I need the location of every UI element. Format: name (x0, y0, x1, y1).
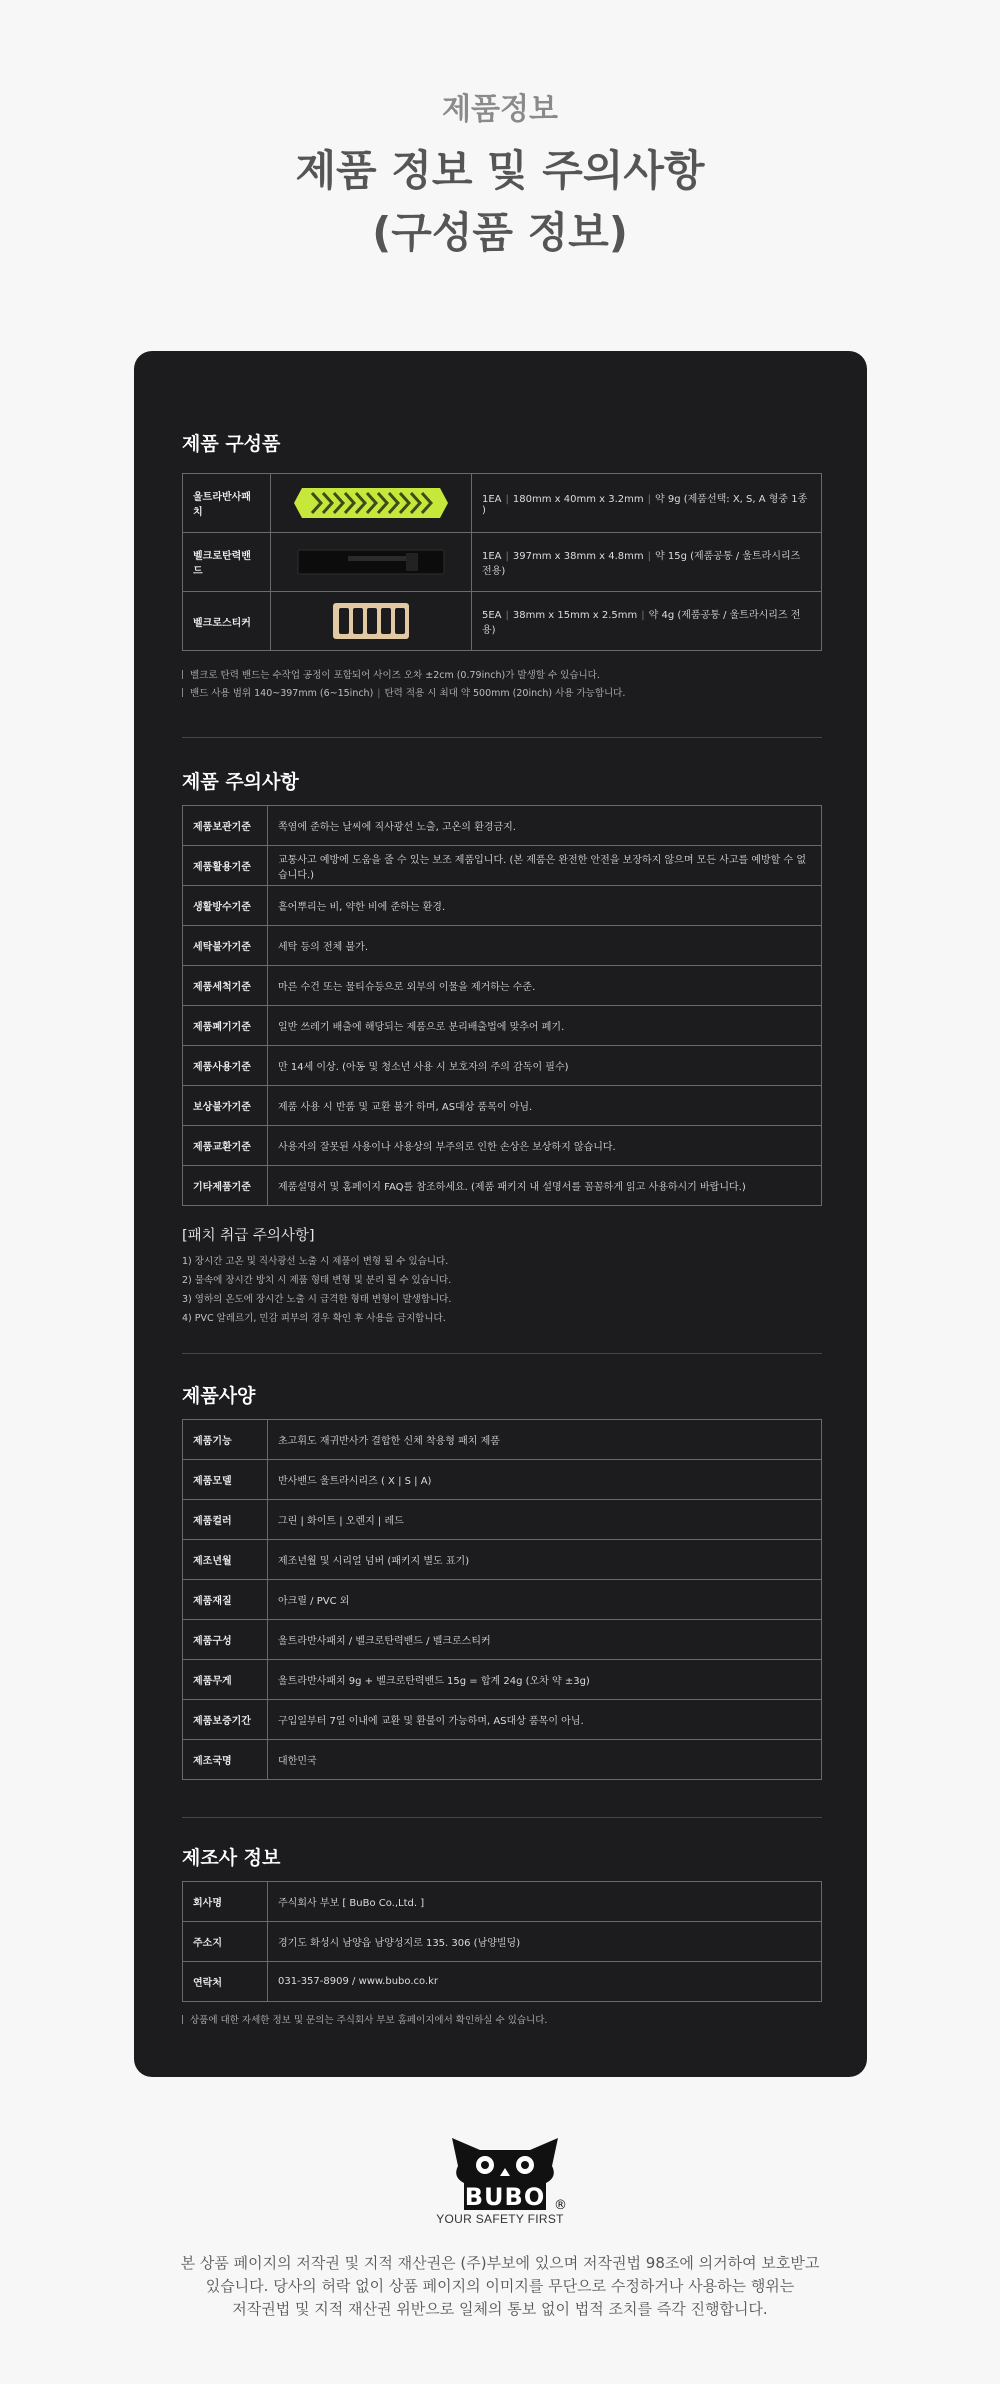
caution-key: 생활방수기준 (183, 886, 268, 926)
spec-key: 제품모델 (183, 1460, 268, 1500)
list-item: 2) 물속에 장시간 방치 시 제품 형태 변형 및 분리 될 수 있습니다. (182, 1275, 452, 1286)
spec-key: 제품재질 (183, 1580, 268, 1620)
table-row (183, 926, 822, 966)
caution-key: 보상불가기준 (183, 1086, 268, 1126)
caution-key: 제품활용기준 (183, 846, 268, 886)
caution-value: 사용자의 잘못된 사용이나 사용상의 부주의로 인한 손상은 보상하지 않습니다. (268, 1126, 822, 1166)
reflective-patch-image (281, 479, 461, 527)
list-item: 4) PVC 알레르기, 민감 피부의 경우 확인 후 사용을 금지합니다. (182, 1313, 446, 1324)
table-row (183, 1540, 822, 1580)
table-row (183, 1126, 822, 1166)
spec-key: 제품구성 (183, 1620, 268, 1660)
manufacturer-key: 회사명 (183, 1882, 268, 1922)
table-row (183, 1740, 822, 1780)
table-row (183, 1460, 822, 1500)
spec-value: 구입일부터 7일 이내에 교환 및 환불이 가능하며, AS대상 품목이 아님. (268, 1700, 822, 1740)
manufacturer-key: 주소지 (183, 1922, 268, 1962)
caution-key: 제품폐기기준 (183, 1006, 268, 1046)
component-image-cell (271, 533, 472, 592)
component-image-cell (271, 474, 472, 533)
copyright-notice (150, 2252, 850, 2321)
copyright-line: 본 상품 페이지의 저작권 및 지적 재산권은 (주)부보에 있으며 저작권법 98조에 의거하여 보호받고 (180, 2254, 820, 2272)
caution-key: 세탁불가기준 (183, 926, 268, 966)
caution-value: 마른 수건 또는 물티슈등으로 외부의 이물을 제거하는 수준. (268, 966, 822, 1006)
copyright-line: 있습니다. 당사의 허락 없이 상품 페이지의 이미지를 무단으로 수정하거나 사용하는 행위는 (205, 2277, 795, 2295)
table-row (183, 1420, 822, 1460)
component-size: 38mm x 15mm x 2.5mm (512, 610, 638, 621)
table-row (183, 966, 822, 1006)
spec-value: 대한민국 (268, 1740, 822, 1780)
spec-key: 제품무게 (183, 1660, 268, 1700)
spec-key: 제품컬러 (183, 1500, 268, 1540)
velcro-band-image (281, 538, 461, 586)
table-row (183, 533, 822, 592)
logo-tagline: YOUR SAFETY FIRST (436, 2212, 564, 2226)
section-label: 제품정보 (442, 92, 558, 127)
caution-value: 만 14세 이상. (아동 및 청소년 사용 시 보호자의 주의 감독이 필수) (268, 1046, 822, 1086)
section-divider (182, 1817, 822, 1818)
caution-key: 제품보관기준 (183, 806, 268, 846)
spec-value: 그린 | 화이트 | 오렌지 | 레드 (268, 1500, 822, 1540)
component-name: 벨크로스티커 (183, 592, 271, 651)
caution-key: 기타제품기준 (183, 1166, 268, 1206)
table-row (183, 1962, 822, 2002)
product-info-card (134, 351, 867, 2077)
caution-value: 흩어뿌리는 비, 약한 비에 준하는 환경. (268, 886, 822, 926)
page-title (0, 140, 1000, 264)
page-title-line1: 제품 정보 및 주의사항 (295, 146, 705, 195)
section-divider (182, 737, 822, 738)
specs-heading: 제품사양 (182, 1385, 256, 1407)
component-spec: 1EA | 397mm x 38mm x 4.8mm | 약 15g (제품공통 / 울트라시리즈 전용) (472, 533, 822, 592)
caution-value: 교통사고 예방에 도움을 줄 수 있는 보조 제품입니다. (본 제품은 완전한 안전을 보장하지 않으며 모든 사고를 예방할 수 없습니다.) (268, 846, 822, 886)
caution-key: 제품세척기준 (183, 966, 268, 1006)
note-line: 밴드 사용 범위 140~397mm (6~15inch) | 탄력 적용 시 최대 약 500mm (20inch) 사용 가능합니다. (182, 685, 822, 703)
specs-table (182, 1419, 822, 1780)
table-row (183, 1086, 822, 1126)
manufacturer-table (182, 1881, 822, 2002)
spec-value: 울트라반사패치 9g + 벨크로탄력밴드 15g = 합계 24g (오차 약 ±3g) (268, 1660, 822, 1700)
list-item: 3) 영하의 온도에 장시간 노출 시 급격한 형태 변형이 발생합니다. (182, 1294, 452, 1305)
velcro-sticker-image (281, 597, 461, 645)
component-qty: 1EA (482, 494, 502, 505)
spec-value: 울트라반사패치 / 벨크로탄력밴드 / 벨크로스티커 (268, 1620, 822, 1660)
component-size: 397mm x 38mm x 4.8mm (512, 551, 644, 562)
spec-value: 제조년월 및 시리얼 넘버 (패키지 별도 표기) (268, 1540, 822, 1580)
table-row (183, 1580, 822, 1620)
table-row (183, 1500, 822, 1540)
table-row (183, 1882, 822, 1922)
caution-value: 일반 쓰레기 배출에 해당되는 제품으로 분리배출법에 맞추어 폐기. (268, 1006, 822, 1046)
caution-value: 제품 사용 시 반품 및 교환 불가 하며, AS대상 품목이 아님. (268, 1086, 822, 1126)
manufacturer-note (182, 2012, 822, 2030)
table-row (183, 1046, 822, 1086)
component-weight: 약 4g (제품공통 / 울트라시리즈 전용) (482, 610, 801, 636)
svg-text:BUBO: BUBO (464, 2183, 546, 2211)
spec-key: 제품보증기간 (183, 1700, 268, 1740)
components-section (182, 431, 822, 703)
component-qty: 5EA (482, 610, 502, 621)
table-row (183, 846, 822, 886)
components-heading: 제품 구성품 (182, 433, 281, 455)
table-row (183, 1166, 822, 1206)
manufacturer-section (182, 1845, 822, 2030)
component-weight: 약 15g (제품공통 / 울트라시리즈 전용) (482, 551, 801, 577)
manufacturer-heading: 제조사 정보 (182, 1847, 281, 1869)
caution-value: 쪽염에 준하는 날씨에 직사광선 노출, 고온의 환경금지. (268, 806, 822, 846)
copyright-line: 저작권법 및 지적 재산권 위반으로 일체의 통보 없이 법적 조치를 즉각 진행합니다. (232, 2300, 768, 2318)
table-row (183, 592, 822, 651)
table-row (183, 806, 822, 846)
manufacturer-value: 경기도 화성시 남양읍 남양성지로 135. 306 (남양빌딩) (268, 1922, 822, 1962)
component-qty: 1EA (482, 551, 502, 562)
table-row (183, 1700, 822, 1740)
spec-value: 아크릴 / PVC 외 (268, 1580, 822, 1620)
page-title-line2: (구성품 정보) (372, 208, 628, 257)
table-row (183, 886, 822, 926)
caution-value: 세탁 등의 전체 불가. (268, 926, 822, 966)
spec-key: 제조년월 (183, 1540, 268, 1580)
spec-key: 제품기능 (183, 1420, 268, 1460)
component-name: 울트라반사패치 (183, 474, 271, 533)
table-row (183, 1660, 822, 1700)
patch-caution-heading: [패치 취급 주의사항] (182, 1228, 315, 1244)
patch-caution-list (182, 1252, 822, 1328)
note-line: 벨크로 탄력 밴드는 수작업 공정이 포함되어 사이즈 오차 ±2cm (0.79inch)가 발생할 수 있습니다. (182, 667, 822, 685)
spec-value: 반사밴드 울트라시리즈 ( X | S | A) (268, 1460, 822, 1500)
specs-section (182, 1383, 822, 1780)
section-divider (182, 1353, 822, 1354)
owl-logo-icon (440, 2132, 570, 2212)
table-row (183, 474, 822, 533)
list-item: 1) 장시간 고온 및 직사광선 노출 시 제품이 변형 될 수 있습니다. (182, 1256, 449, 1267)
component-name: 벨크로탄력밴드 (183, 533, 271, 592)
manufacturer-key: 연락처 (183, 1962, 268, 2002)
table-row (183, 1620, 822, 1660)
manufacturer-value: 031-357-8909 / www.bubo.co.kr (268, 1962, 822, 2002)
cautions-section (182, 769, 822, 1328)
registered-mark: ® (554, 2198, 567, 2213)
cautions-table (182, 805, 822, 1206)
spec-key: 제조국명 (183, 1740, 268, 1780)
note-line: 상품에 대한 자세한 정보 및 문의는 주식회사 부보 홈페이지에서 확인하실 수 있습니다. (182, 2012, 822, 2030)
components-notes (182, 667, 822, 703)
caution-value: 제품설명서 및 홈페이지 FAQ를 참조하세요. (제품 패키지 내 설명서를 꼼꼼하게 읽고 사용하시기 바랍니다.) (268, 1166, 822, 1206)
cautions-heading: 제품 주의사항 (182, 771, 299, 793)
component-spec: 1EA | 180mm x 40mm x 3.2mm | 약 9g (제품선택: X, S, A 형중 1종 ) (472, 474, 822, 533)
caution-key: 제품교환기준 (183, 1126, 268, 1166)
table-row (183, 1922, 822, 1962)
component-size: 180mm x 40mm x 3.2mm (512, 494, 644, 505)
components-table (182, 473, 822, 651)
component-weight: 약 9g (제품선택: X, S, A 형중 1종 ) (482, 494, 808, 516)
manufacturer-value: 주식회사 부보 [ BuBo Co.,Ltd. ] (268, 1882, 822, 1922)
component-image-cell (271, 592, 472, 651)
table-row (183, 1006, 822, 1046)
component-spec: 5EA | 38mm x 15mm x 2.5mm | 약 4g (제품공통 / 울트라시리즈 전용) (472, 592, 822, 651)
spec-value: 초고휘도 재귀반사가 결합한 신체 착용형 패치 제품 (268, 1420, 822, 1460)
caution-key: 제품사용기준 (183, 1046, 268, 1086)
